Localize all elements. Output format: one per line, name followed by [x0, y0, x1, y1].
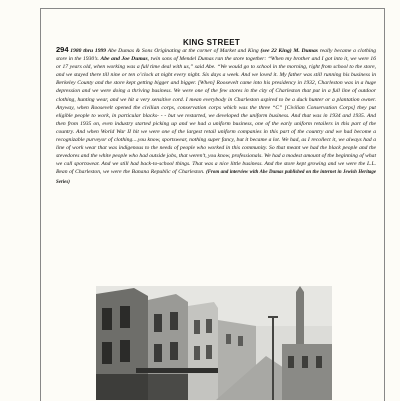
page-title: KING STREET: [182, 38, 241, 47]
entry-text: [56, 46, 376, 187]
street-photo-drawing: [96, 286, 332, 400]
source-citation: (From and interview with Abe Dumas published on the internet in Jewish Heritage Series): [56, 170, 376, 185]
owner-names: Abe and Joe Dumas: [100, 56, 148, 63]
entry-part-3: , twin sons of Mendel Dumas ran the store together: “When my brother and I got into it, we were 16 or 17 years old, when working was a full time deal with us,” said Abe. “We would go to school in the morning, right from school to the store, and we stayed there till nine or ten o’clock at night every night. Six days a week. And we loved it. My father was still running his business in Berkeley County and the store kept getting bigger and bigger. [When] Roosevelt came into his presidency in 1932, Charleston was in a huge depression and we were doing a thriving business. We were one of the few stores in the city of Charleston that put in a full line of outdoor clothing, hunting wear, and we hit a very sensitive cord. I mean everybody in Charleston aspired to be a duck hunter or a plantation owner. Anyway, when Roosevelt opened the civilian corps, conservation corps which was the three “C” [Civilian Conservation Corps] they put eligible people to work, in particular blacks- - - but we restarted, we developed the uniform business. And that was in 1934 and 1935. And then from 1935 on, even industry started picking up and we had a uniform business, one of the early uniform retailers in this part of the country. And when World War II hit we were one of the largest retail uniform companies in this part of the country and we had become a recognizable purveyor of clothing....you know, sportswear, nothing super fancy, but it became a lot. We had, as I recollect it, we always had a line of work wear that was indigenous to the needs of people who worked in this community. So that meant we had the black people and the stevedores and the white people who had outside jobs, that weren’t, you know, professionals. We had a modest amount of the beginning of what we call sportswear. And we still had back-to-school things. That was a nice little business. And the store kept growing and we were the L.L. Bean of Charleston, we were the Banana Republic of Charleston.: [56, 56, 376, 176]
street-photo: [96, 286, 332, 400]
entry-part-1: Abe Dumas & Sons Originating at the corner of Market and King: [106, 48, 261, 54]
entry-part-2: really became a clothing store in the 1930’s.: [56, 48, 376, 63]
entry-number: 294: [56, 45, 69, 54]
entry-lead: 1980 thru 1999: [70, 48, 107, 54]
see-reference: (see 22 King) M. Dumas: [260, 48, 318, 54]
